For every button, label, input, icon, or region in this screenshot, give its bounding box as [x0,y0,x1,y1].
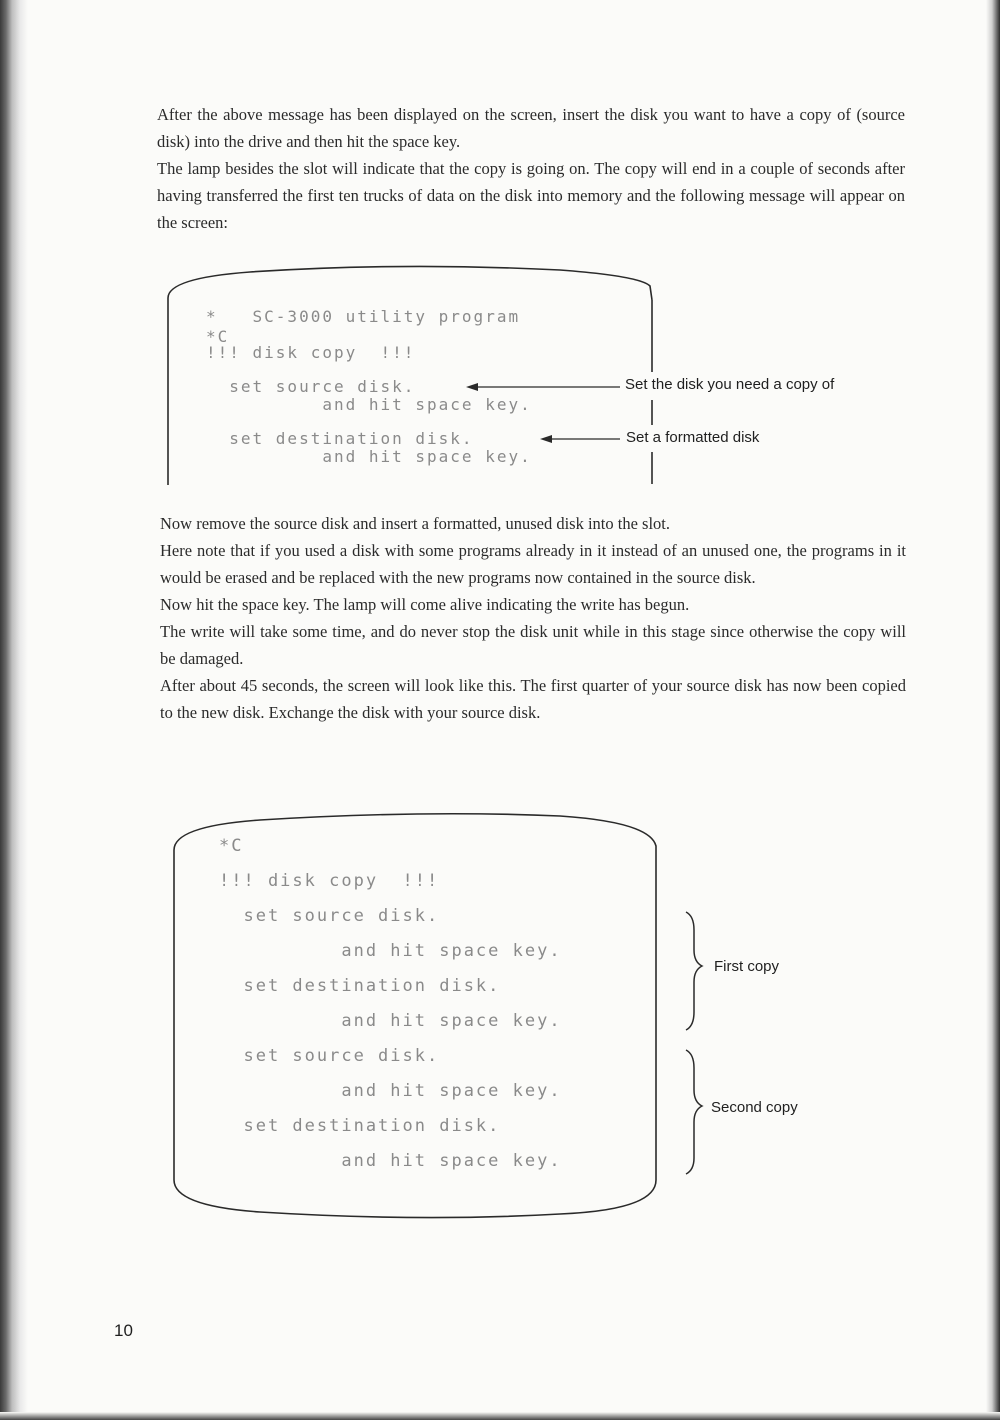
screen2-line-7: set source disk. [219,1046,440,1066]
intro-paragraph-2: The lamp besides the slot will indicate that the copy is going on. The copy will end in a couple of seconds after having transferred the first ten trucks of data on the disk into memory and the following message will appear on the screen: [157,159,905,232]
screen1-line-1: * SC-3000 utility program [206,307,521,326]
middle-paragraph-3: Now hit the space key. The lamp will come alive indicating the write has begun. [160,595,690,614]
screen2-line-2: !!! disk copy !!! [219,871,440,891]
annotation-formatted-disk: Set a formatted disk [626,429,760,446]
screen2-line-4: and hit space key. [219,941,562,961]
middle-text [160,510,906,726]
screen2-line-3: set source disk. [219,906,440,926]
screen2-line-9: set destination disk. [219,1116,501,1136]
middle-paragraph-1: Now remove the source disk and insert a formatted, unused disk into the slot. [160,514,671,533]
screen1-line-7: and hit space key. [206,447,532,466]
screen2-line-5: set destination disk. [219,976,501,996]
screen1-line-4: set source disk. [206,377,416,396]
brace-second-copy [686,1050,702,1174]
screen2-line-1: *C [219,836,244,856]
intro-paragraph-1: After the above message has been displayed on the screen, insert the disk you want to have a copy of (source disk) into the drive and then hit the space key. [157,105,905,151]
annotation-second-copy: Second copy [711,1099,798,1116]
middle-paragraph-5: After about 45 seconds, the screen will look like this. The first quarter of your source disk has now been copied to the new disk. Exchange the disk with your source disk. [160,676,906,722]
screen1-line-2: *C [206,327,230,346]
middle-paragraph-4: The write will take some time, and do never stop the disk unit while in this stage since otherwise the copy will be damaged. [160,622,906,668]
arrow2-head [540,435,552,443]
screen1-line-3: !!! disk copy !!! [206,343,416,362]
screen2-line-6: and hit space key. [219,1011,562,1031]
screen2-display [219,836,562,1171]
annotation-source-disk: Set the disk you need a copy of [625,376,835,393]
screen2-line-10: and hit space key. [219,1151,562,1171]
arrow1-head [466,383,478,391]
middle-paragraph-2: Here note that if you used a disk with some programs already in it instead of an unused one, the programs in it would be erased and be replaced with the new programs now contained in the source disk. [160,541,906,587]
annotation-first-copy: First copy [714,958,780,975]
screen1-line-6: set destination disk. [206,429,474,448]
screen1-display [206,307,532,478]
page-number: 10 [114,1321,133,1340]
screen2-line-8: and hit space key. [219,1081,562,1101]
screen1-line-5: and hit space key. [206,395,532,414]
brace-first-copy [686,912,702,1030]
